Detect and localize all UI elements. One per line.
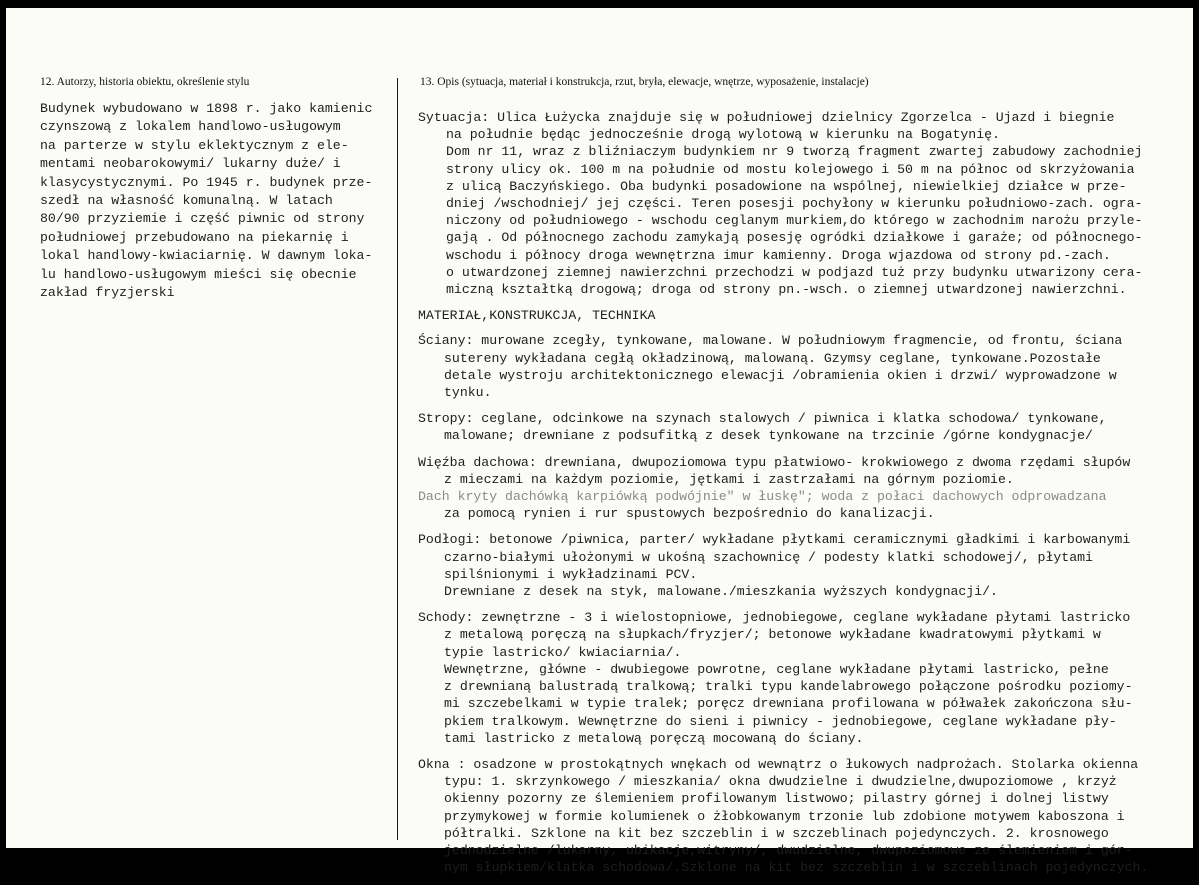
- sytuacja-line: wschodu i północy droga wewnętrzna imur kamienny. Droga wjazdowa od strony pd.-zach.: [446, 247, 1111, 263]
- history-text: [40, 100, 392, 302]
- okna-line: typu: 1. skrzynkowego / mieszkania/ okna dwudzielne i dwudzielne,dwupoziomowe , krzyż: [444, 774, 1117, 790]
- stropy-line: malowane; drewniane z podsufitką z desek tynkowane na trzcinie /górne kondygnacje/: [444, 428, 1093, 444]
- history-line: na parterze w stylu eklektycznym z ele-: [40, 137, 349, 153]
- schody-line: pkiem tralkowym. Wewnętrzne do sieni i piwnicy - jednobiegowe, ceglane wykładane pły-: [444, 713, 1117, 729]
- okna-block: [418, 756, 1188, 876]
- wiezba-line: z mieczami na każdym poziomie, jętkami i zastrzałami na górnym poziomie.: [444, 471, 1014, 487]
- description-text: [418, 109, 1188, 885]
- sytuacja-line: z ulicą Baczyńskiego. Oba budynki posadowione na wspólnej, niewielkiej działce w prze-: [446, 178, 1127, 194]
- okna-line: Okna : osadzone w prostokątnych wnękach od wewnątrz o łukowych nadprożach. Stolarka okienna: [418, 756, 1139, 772]
- wiezba-line: Więźba dachowa: drewniana, dwupoziomowa typu płatwiowo- krokwiowego z dwoma rzędami słupów: [418, 454, 1131, 470]
- podlogi-line: Podłogi: betonowe /piwnica, parter/ wykładane płytkami ceramicznymi gładkimi i karbowanymi: [418, 532, 1131, 548]
- material-caption: MATERIAŁ,KONSTRUKCJA, TECHNIKA: [418, 308, 656, 324]
- schody-line: Schody: zewnętrzne - 3 i wielostopniowe, jednobiegowe, ceglane wykładane płytami lastricko: [418, 610, 1131, 626]
- sciany-line: sutereny wykładana cegłą okładzinową, malowaną. Gzymsy ceglane, tynkowane.Pozostałe: [444, 350, 1101, 366]
- sytuacja-line: miczną kształtką drogową; droga od strony pn.-wsch. o ziemnej utwardzonej nawierzchni.: [446, 282, 1127, 298]
- schody-line: mi szczebelkami w typie tralek; poręcz drewniana profilowana w półwałek zakończona słu-: [444, 696, 1133, 712]
- document-sheet: [6, 8, 1193, 876]
- podlogi-block: [418, 531, 1188, 600]
- history-line: południowej przebudowano na piekarnię i: [40, 229, 349, 245]
- okna-line: półtralki. Szklone na kit bez szczeblin i w szczeblinach pojedynczych. 2. krosnowego: [444, 825, 1109, 841]
- okna-line: okienny pozorny ze ślemieniem profilowanym listwowo; pilastry górnej i dolnej listwy: [444, 791, 1109, 807]
- history-line: zakład fryzjerski: [40, 285, 175, 301]
- podlogi-line: spilśnionymi i wykładzinami PCV.: [444, 566, 698, 582]
- okna-line: jednodzielne /lukarny, ubikacje,witryny/, dwudzielne, dwupoziomowe ze ślemieniem i gór-: [444, 842, 1133, 858]
- wiezba-line: Dach kryty dachówką karpiówką podwójnie" w łuskę"; woda z połaci dachowych odprowadzana: [418, 489, 1107, 505]
- schody-block: [418, 609, 1188, 747]
- history-line: klasycystycznymi. Po 1945 r. budynek prze-: [40, 174, 373, 190]
- sytuacja-line: niczony od południowego - wschodu ceglanym murkiem,do którego w zachodnim narożu przyle-: [446, 213, 1143, 229]
- history-line: Budynek wybudowano w 1898 r. jako kamienic: [40, 101, 373, 116]
- sytuacja-line: gają . Od północnego zachodu zamykają posesję ogródki działkowe i garaże; od północnego-: [446, 230, 1143, 246]
- column-divider: [397, 78, 398, 840]
- okna-line: nym słupkiem/klatka schodowa/.Szklone na kit bez szczeblin i w szczeblinach pojedynczych.: [444, 860, 1149, 876]
- schody-line: z metalową poręczą na słupkach/fryzjer/; betonowe wykładane kwadratowymi płytkami w: [444, 627, 1101, 643]
- section-12-header: 12. Autorzy, historia obiektu, określenie stylu: [40, 76, 250, 88]
- schody-line: z drewnianą balustradą tralkową; tralki typu kandelabrowego połączone pośrodku poziomy-: [444, 679, 1133, 695]
- sciany-line: detale wystroju architektonicznego elewacji /obramienia okien i drzwi/ wyprowadzone w: [444, 367, 1117, 383]
- sytuacja-line: o utwardzonej ziemnej nawierzchni przechodzi w podjazd tuż przy budynku utwarizony cera-: [446, 264, 1143, 280]
- sytuacja-line: na południe będąc jednocześnie drogą wylotową w kierunku na Bogatynię.: [446, 127, 1000, 143]
- stropy-block: [418, 410, 1188, 444]
- section-13-header: 13. Opis (sytuacja, materiał i konstrukcja, rzut, bryła, elewacje, wnętrze, wyposażenie, instalacje): [420, 76, 869, 88]
- wiezba-line: za pomocą rynien i rur spustowych bezpośrednio do kanalizacji.: [444, 506, 935, 522]
- podlogi-line: Drewniane z desek na styk, malowane./mieszkania wyższych kondygnacji/.: [444, 584, 998, 600]
- sytuacja-line: strony ulicy ok. 100 m na południe od mostu kolejowego i 50 m na północ od skrzyżowania: [446, 161, 1135, 177]
- sytuacja-block: [418, 109, 1188, 298]
- schody-line: typie lastricko/ kwiaciarnia/.: [444, 644, 682, 660]
- history-line: szedł na własność komunalną. W latach: [40, 193, 333, 209]
- schody-line: tami lastricko z metalową poręczą mocowaną do ściany.: [444, 730, 864, 746]
- sytuacja-line: dniej /wschodniej/ jej części. Teren posesji pochyłony w kierunku południowo-zach. ogra-: [446, 196, 1143, 212]
- history-line: czynszową z lokalem handlowo-usługowym: [40, 119, 341, 135]
- wiezba-block: [418, 454, 1188, 523]
- sytuacja-line: Dom nr 11, wraz z bliźniaczym budynkiem nr 9 tworzą fragment zwartej zabudowy zachodniej: [446, 144, 1143, 160]
- history-line: lokal handlowy-kwiaciarnię. W dawnym loka-: [40, 248, 373, 264]
- okna-line: przymykowej w formie kolumienek o żłobkowanym trzonie lub zdobione motywem kaboszona i: [444, 808, 1125, 824]
- sciany-line: Ściany: murowane zcegły, tynkowane, malowane. W południowym fragmencie, od frontu, ściana: [418, 333, 1123, 349]
- schody-line: Wewnętrzne, główne - dwubiegowe powrotne, ceglane wykładane płytami lastricko, pełne: [444, 661, 1109, 677]
- sytuacja-line: Sytuacja: Ulica Łużycka znajduje się w południowej dzielnicy Zgorzelca - Ujazd i biegnie: [418, 110, 1115, 125]
- history-line: mentami neobarokowymi/ lukarny duże/ i: [40, 156, 341, 172]
- history-line: 80/90 przyziemie i część piwnic od strony: [40, 211, 365, 227]
- podlogi-line: czarno-białymi ułożonymi w ukośną szachownicę / podesty klatki schodowej/, płytami: [444, 549, 1093, 565]
- history-line: lu handlowo-usługowym mieści się obecnie: [40, 266, 357, 282]
- sciany-block: [418, 332, 1188, 401]
- sciany-line: tynku.: [444, 385, 492, 401]
- stropy-line: Stropy: ceglane, odcinkowe na szynach stalowych / piwnica i klatka schodowa/ tynkowane,: [418, 411, 1107, 427]
